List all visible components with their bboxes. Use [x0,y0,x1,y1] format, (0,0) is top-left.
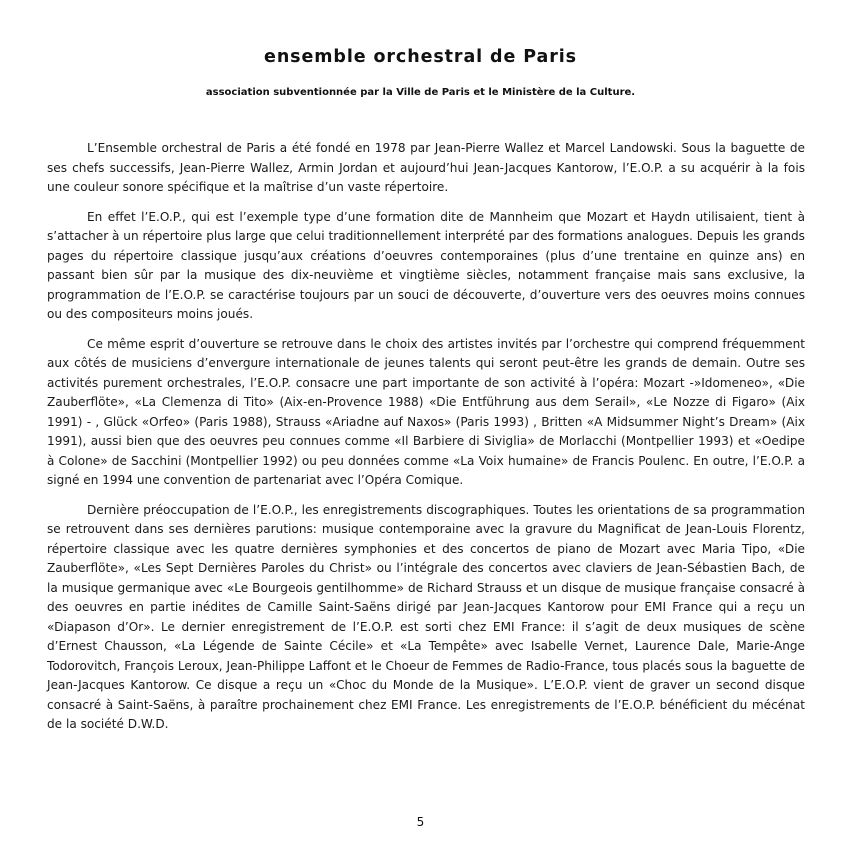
paragraph-artists-opera: Ce même esprit d’ouverture se retrouve dans le choix des artistes invités par l’orchestre qui comprend fréquemment aux côtés de musiciens d’envergure internationale de jeunes talents qui seront peut-être les grands de demain. Outre ses activités purement orchestrales, l’E.O.P. consacre une part importante de son activité à l’opéra: Mozart -»Idomeneo», «Die Zauberflöte», «La Clemenza di Tito» (Aix-en-Provence 1988) «Die Entführung aus dem Serail», «Le Nozze di Figaro» (Aix 1991) - , Glück «Orfeo» (Paris 1988), Strauss «Ariadne auf Naxos» (Paris 1993) , Britten «A Midsummer Night’s Dream» (Aix 1991), aussi bien que des oeuvres peu connues comme «Il Barbiere di Siviglia» de Morlacchi (Montpellier 1993) et «Oedipe à Colone» de Sacchini (Montpellier 1992) ou peu données comme «La Voix humaine» de Francis Poulenc. En outre, l’E.O.P. a signé en 1994 une convention de partenariat avec l’Opéra Comique. [47,336,805,487]
paragraph-founding: L’Ensemble orchestral de Paris a été fondé en 1978 par Jean-Pierre Wallez et Marcel Landowski. Sous la baguette de ses chefs successifs, Jean-Pierre Wallez, Armin Jordan et aujourd’hui Jean-Jacques Kantorow, l’E.O.P. a su acquérir à la fois une couleur sonore spécifique et la maîtrise d’un vaste répertoire. [47,141,805,194]
page-title: ensemble orchestral de Paris [264,47,577,67]
page-number: 5 [416,815,425,829]
page-subtitle: association subventionnée par la Ville de Paris et le Ministère de la Culture. [205,87,636,98]
body-text [47,139,805,745]
paragraph-repertoire: En effet l’E.O.P., qui est l’exemple type d’une formation dite de Mannheim que Mozart et Haydn utilisaient, tient à s’attacher à un répertoire plus large que celui traditionnellement interprété par des formations analogues. Depuis les grands pages du répertoire classique jusqu’aux créations d’oeuvres contemporaines (plus d’une trentaine en quinze ans) en passant bien sûr par la musique des dix-neuvième et vingtième siècles, notamment française mais sans exclusive, la programmation de l’E.O.P. se caractérise toujours par un souci de découverte, d’ouverture vers des oeuvres moins connues ou des compositeurs moins joués. [47,209,805,321]
paragraph-recordings: Dernière préoccupation de l’E.O.P., les enregistrements discographiques. Toutes les orientations de sa programmation se retrouvent dans ses dernières parutions: musique contemporaine avec la gravure du Magnificat de Jean-Louis Florentz, répertoire classique avec les quatre dernières symphonies et des concertos de piano de Mozart avec Maria Tipo, «Die Zauberflöte», «Les Sept Dernières Paroles du Christ» ou l’intégrale des concertos avec claviers de Jean-Sébastien Bach, de la musique germanique avec «Le Bourgeois gentilhomme» de Richard Strauss et un disque de musique française consacré à des oeuvres en partie inédites de Camille Saint-Saëns dirigé par Jean-Jacques Kantorow pour EMI France qui a reçu un «Diapason d’Or». Le dernier enregistrement de l’E.O.P. est sorti chez EMI France: il s’agit de deux musiques de scène d’Ernest Chausson, «La Légende de Sainte Cécile» et «La Tempête» avec Isabelle Vernet, Laurence Dale, Marie-Ange Todorovitch, François Leroux, Jean-Philippe Laffont et le Choeur de Femmes de Radio-France, tous placés sous la baguette de Jean-Jacques Kantorow. Ce disque a reçu un «Choc du Monde de la Musique». L’E.O.P. vient de graver un second disque consacré à Saint-Saëns, à paraître prochainement chez EMI France. Les enregistrements de l’E.O.P. bénéficient du mécénat de la société D.W.D. [47,502,805,731]
